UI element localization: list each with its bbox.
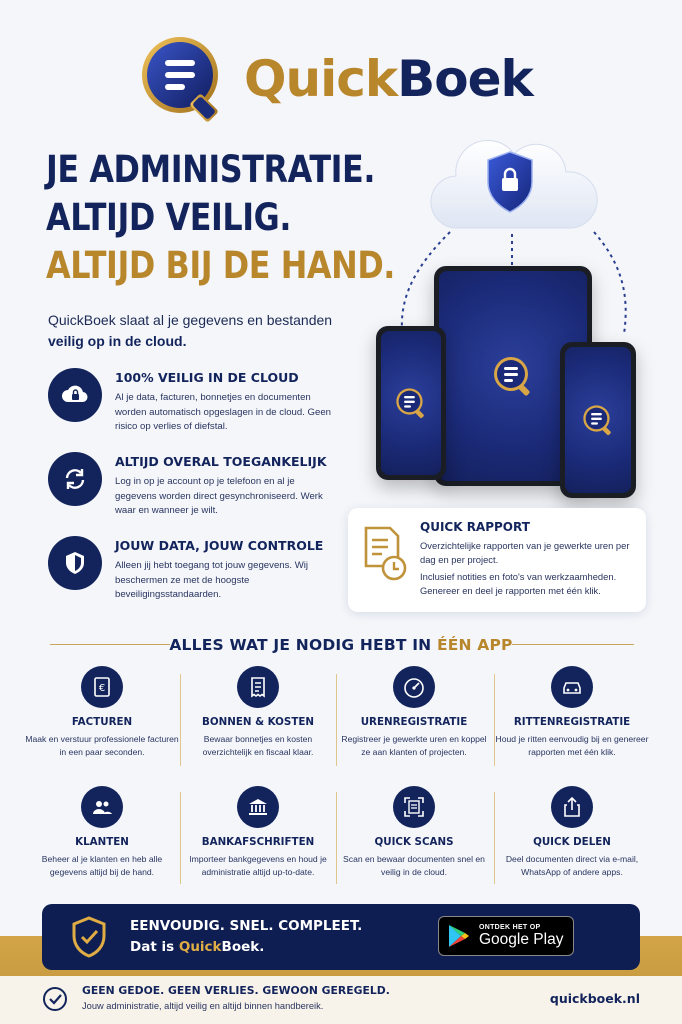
grid-title: QUICK DELEN <box>533 836 611 848</box>
app-logo-icon <box>394 386 428 420</box>
receipt-icon <box>237 666 279 708</box>
grid-item-bankafschriften <box>180 786 336 879</box>
rapport-title: QUICK RAPPORT <box>420 520 530 534</box>
grid-desc: Beheer al je klanten en heb alle gegevens altijd bij de hand. <box>41 854 163 877</box>
headline-line-2: ALTIJD VEILIG. <box>46 196 292 239</box>
feature-title: JOUW DATA, JOUW CONTROLE <box>115 538 324 553</box>
grid-title: QUICK SCANS <box>374 836 454 848</box>
grid-title: FACTUREN <box>71 716 133 728</box>
grid-desc: Bewaar bonnetjes en kosten overzichtelijk en fiscaal klaar. <box>202 734 314 757</box>
feature-desc: Al je data, facturen, bonnetjes en documenten worden automatisch opgeslagen in de cloud. Geen risico op verlies of diefstal. <box>115 392 332 432</box>
rapport-desc-2: Inclusief notities en foto's van werkzaamheden. Genereer en deel je rapporten met één klik. <box>420 571 617 596</box>
footer <box>0 976 682 1024</box>
grid-title: BONNEN & KOSTEN <box>202 716 314 728</box>
brand-name-boek: Boek <box>397 50 533 108</box>
grid-title: URENREGISTRATIE <box>360 716 468 728</box>
users-icon <box>81 786 123 828</box>
grid-desc: Importeer bankgegevens en houd je administratie altijd up-to-date. <box>189 854 327 877</box>
feature-desc: Alleen jij hebt toegang tot jouw gegevens. Wij beschermen ze met de hoogste beveiligingsstandaarden. <box>115 560 309 600</box>
shield-check-icon <box>70 915 108 959</box>
cta-brand-boek: Boek. <box>221 939 265 955</box>
feature-your-data <box>48 536 338 603</box>
grid-item-rittenregistratie <box>494 666 650 759</box>
rapport-desc-1: Overzichtelijke rapporten van je gewerkte uren per dag en per project. <box>420 540 630 565</box>
section-title-accent: ÉÉN APP <box>436 636 513 654</box>
feature-title: ALTIJD OVERAL TOEGANKELIJK <box>115 454 327 469</box>
grid-item-quick-scans <box>336 786 492 879</box>
section-title-main: ALLES WAT JE NODIG HEBT IN <box>169 636 437 654</box>
google-play-icon <box>447 923 471 949</box>
cloud-lock-icon <box>48 368 102 422</box>
grid-desc: Scan en bewaar documenten snel en veilig in de cloud. <box>343 854 485 877</box>
car-icon <box>551 666 593 708</box>
footer-title: GEEN GEDOE. GEEN VERLIES. GEWOON GEREGELD. <box>82 984 390 997</box>
footer-subtitle: Jouw administratie, altijd veilig en altijd binnen handbereik. <box>82 1001 324 1011</box>
website-link[interactable]: quickboek.nl <box>549 991 640 1006</box>
intro-text <box>48 310 368 352</box>
cta-line-2 <box>130 937 362 958</box>
store-small-label: ONTDEK HET OP <box>479 924 541 931</box>
phone-right-device <box>560 342 636 498</box>
google-play-button[interactable] <box>438 916 574 956</box>
quick-rapport-card <box>348 508 646 612</box>
invoice-icon <box>81 666 123 708</box>
bank-icon <box>237 786 279 828</box>
cta-text <box>130 916 362 958</box>
report-clock-icon <box>362 520 420 600</box>
shield-icon <box>48 536 102 590</box>
grid-desc: Maak en verstuur professionele facturen in een paar seconden. <box>25 734 179 757</box>
app-logo-icon <box>581 403 615 437</box>
scan-icon <box>393 786 435 828</box>
store-name: Google Play <box>479 931 564 948</box>
grid-desc: Registreer je gewerkte uren en koppel ze aan klanten of projecten. <box>341 734 487 757</box>
check-circle-icon <box>42 986 68 1012</box>
cta-line-2-prefix: Dat is <box>130 939 179 955</box>
phone-right-screen <box>565 347 631 493</box>
cta-banner <box>42 904 640 970</box>
brand-logo <box>138 34 533 124</box>
share-icon <box>551 786 593 828</box>
headline <box>46 146 395 290</box>
cta-line-1: EENVOUDIG. SNEL. COMPLEET. <box>130 918 363 934</box>
grid-item-urenregistratie <box>336 666 492 759</box>
feature-desc: Log in op je account op je telefoon en al je gegevens worden direct gesynchroniseerd. Werk waar en wanneer je wilt. <box>115 476 323 516</box>
cloud-shield-icon <box>428 132 598 236</box>
phone-left-screen <box>381 331 441 475</box>
grid-title: KLANTEN <box>75 836 129 848</box>
grid-title: BANKAFSCHRIFTEN <box>201 836 315 848</box>
grid-desc: Deel documenten direct via e-mail, WhatsApp of andere apps. <box>505 854 639 877</box>
cta-brand-quick: Quick <box>178 939 222 955</box>
grid-item-facturen <box>24 666 180 759</box>
intro-bold: veilig op in de cloud. <box>48 333 187 349</box>
brand-wordmark <box>244 50 533 108</box>
feature-cloud-secure <box>48 368 338 435</box>
grid-title: RITTENREGISTRATIE <box>513 716 631 728</box>
headline-line-3: ALTIJD BIJ DE HAND. <box>46 244 395 287</box>
brand-name-quick: Quick <box>244 50 398 108</box>
feature-title: 100% VEILIG IN DE CLOUD <box>115 370 299 385</box>
grid-desc: Houd je ritten eenvoudig bij en genereer rapporten met één klik. <box>495 734 649 757</box>
svg-text:€: € <box>98 683 106 694</box>
feature-always-accessible <box>48 452 338 519</box>
grid-item-klanten <box>24 786 180 879</box>
grid-item-bonnen-kosten <box>180 666 336 759</box>
quickboek-logo-icon <box>138 33 230 125</box>
intro-regular: QuickBoek slaat al je gegevens en bestanden <box>48 312 333 328</box>
section-title <box>0 636 682 654</box>
headline-line-1: JE ADMINISTRATIE. <box>46 148 376 191</box>
gauge-icon <box>393 666 435 708</box>
phone-left-device <box>376 326 446 480</box>
sync-icon <box>48 452 102 506</box>
grid-item-quick-delen <box>494 786 650 879</box>
app-logo-icon <box>491 354 535 398</box>
